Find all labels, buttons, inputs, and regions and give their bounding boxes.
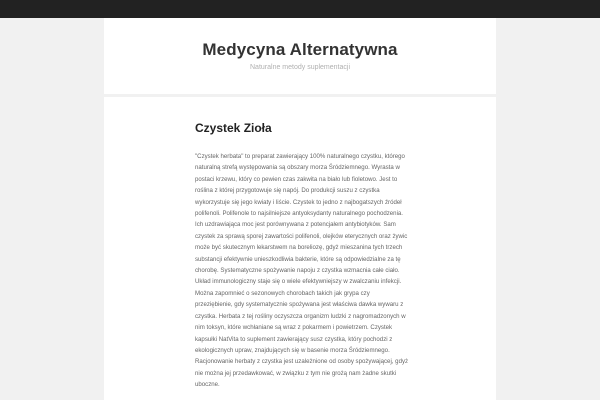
site-title[interactable]: Medycyna Alternatywna [202,40,398,59]
post-body: "Czystek herbata" to preparat zawierający 100% naturalnego czystku, którego naturalną strefą występowania są obszary morza Śródziemnego. Wyrasta w postaci krzewu, który co pewien czas zakwita na biało lub fioletowo. Jest to roślina z której przygotowuje się napój. Do produkcji suszu z czystka wykorzystuje się jego kwiaty i liście. Czystek to jedno z najbogatszych źródeł polifenoli. Polifenole to najsilniejsze antyoksydanty naturalnego pochodzenia. Ich uzdrawiająca moc jest porównywana z potencjałem antybiotyków. Sam czystek za sprawą sporej zawartości polifenoli, olejków eterycznych oraz żywic może być skutecznym lekarstwem na boreliozę, gdyż mieszanina tych trzech substancji efektywnie unieszkodliwia bakterie, które są odpowiedzialne za tę chorobę. Systematyczne spożywanie napoju z czystka wzmacnia całe ciało. Układ immunologiczny staje się o wiele efektywniejszy w zwalczaniu infekcji. Można zapomnieć o sezonowych chorobach takich jak grypa czy przeziębienie, gdy systematycznie spożywana jest właściwa dawka wywaru z czystka. Herbata z tej rośliny oczyszcza organizm ludzki z nagromadzonych w nim toksyn, które wchłaniane są wraz z pokarmem i powietrzem. Czystek kapsułki NatVita to suplement zawierający susz czystka, który pochodzi z ekologicznych upraw, znajdujących się w basenie morza Śródziemnego. Racjonowanie herbaty z czystka jest uzależnione od osoby spożywającej, gdyż nie można jej przedawkować, w związku z tym nie grożą nam żadne skutki uboczne. [195,153,409,389]
main-content [104,97,496,400]
site-tagline: Naturalne metody suplementacji [250,64,350,71]
top-bar [0,0,600,18]
post-title[interactable]: Czystek Zioła [195,121,272,135]
site-header [104,18,496,94]
